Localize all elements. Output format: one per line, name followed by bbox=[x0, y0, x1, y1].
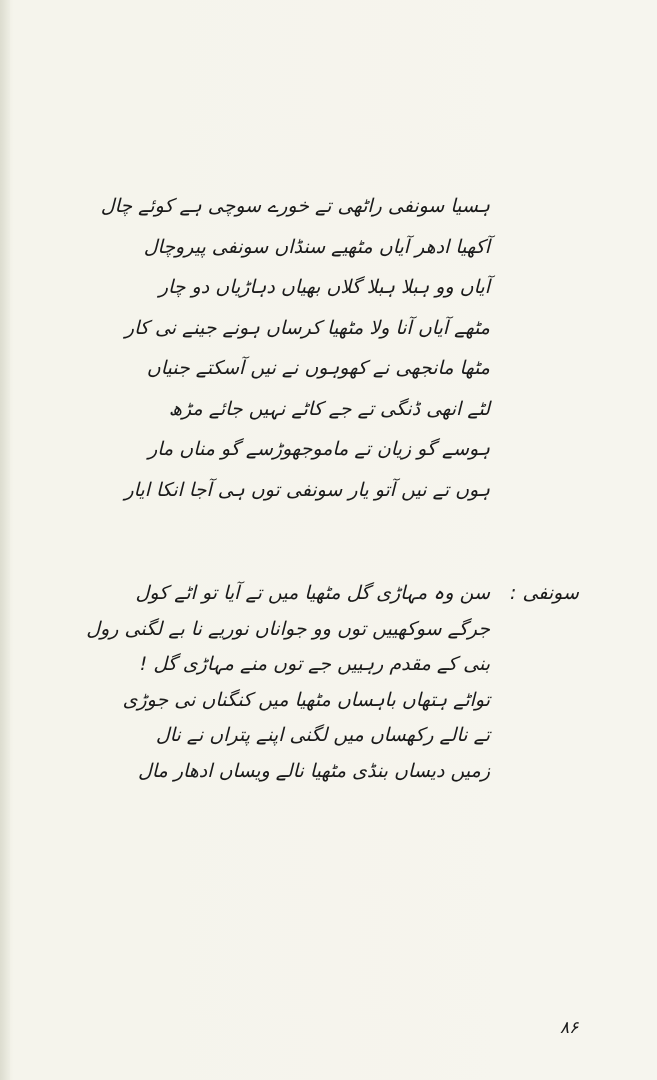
verse-line: بنی کے مقدم رہییں جے توں منے مہاڑی گل ! bbox=[139, 653, 490, 675]
poem-stanza-2 bbox=[86, 582, 490, 795]
page-number: ۸۶ bbox=[560, 1018, 579, 1038]
verse-line: جرگے سوکھییں توں وو جواناں نوریے نا بے لگنی رول bbox=[86, 617, 490, 640]
verse-line: آکھیا ادھر آیاں مٹھیے سنڈاں سونفی پیروچال bbox=[143, 235, 490, 258]
poem-stanza-1 bbox=[100, 195, 490, 519]
verse-line: آیاں وو ہبلا ہبلا گلاں بھیاں دہاڑیاں دو چار bbox=[158, 276, 490, 298]
verse-line: ہوسے گو زیان تے ماموجھوڑسے گو مناں مار bbox=[148, 438, 490, 460]
verse-line: مٹھا مانجھی نے کھوہوں نے نیں آسکتے جنیاں bbox=[146, 357, 490, 379]
speaker-label: سونفی : bbox=[510, 582, 579, 604]
verse-line: سن وہ مہاڑی گل مٹھیا میں تے آیا تو اٹے کول bbox=[135, 582, 490, 604]
verse-line: لٹے انھی ڈنگی تے جے کاٹے نہیں جائے مڑھ bbox=[168, 397, 490, 420]
verse-line: تواٹے ہتھاں باہساں مٹھیا میں کنگناں نی جوڑی bbox=[122, 688, 490, 711]
verse-line: ہسیا سونفی راٹھی تے خورے سوچی ہے کوئے چال bbox=[100, 195, 490, 217]
verse-line: زمیں دیساں بنڈی مٹھیا نالے ویساں ادھار مال bbox=[138, 759, 490, 782]
page-fold-shadow bbox=[0, 0, 10, 1080]
verse-line: مٹھے آیاں آنا ولا مٹھیا کرساں ہونے جینے نی کار bbox=[124, 316, 490, 339]
verse-line: ہوں تے نیں آتو یار سونفی توں ہی آجا انکا ایار bbox=[124, 478, 490, 501]
verse-line: تے نالے رکھساں میں لگنی اپنے پتراں نے نال bbox=[155, 724, 490, 746]
